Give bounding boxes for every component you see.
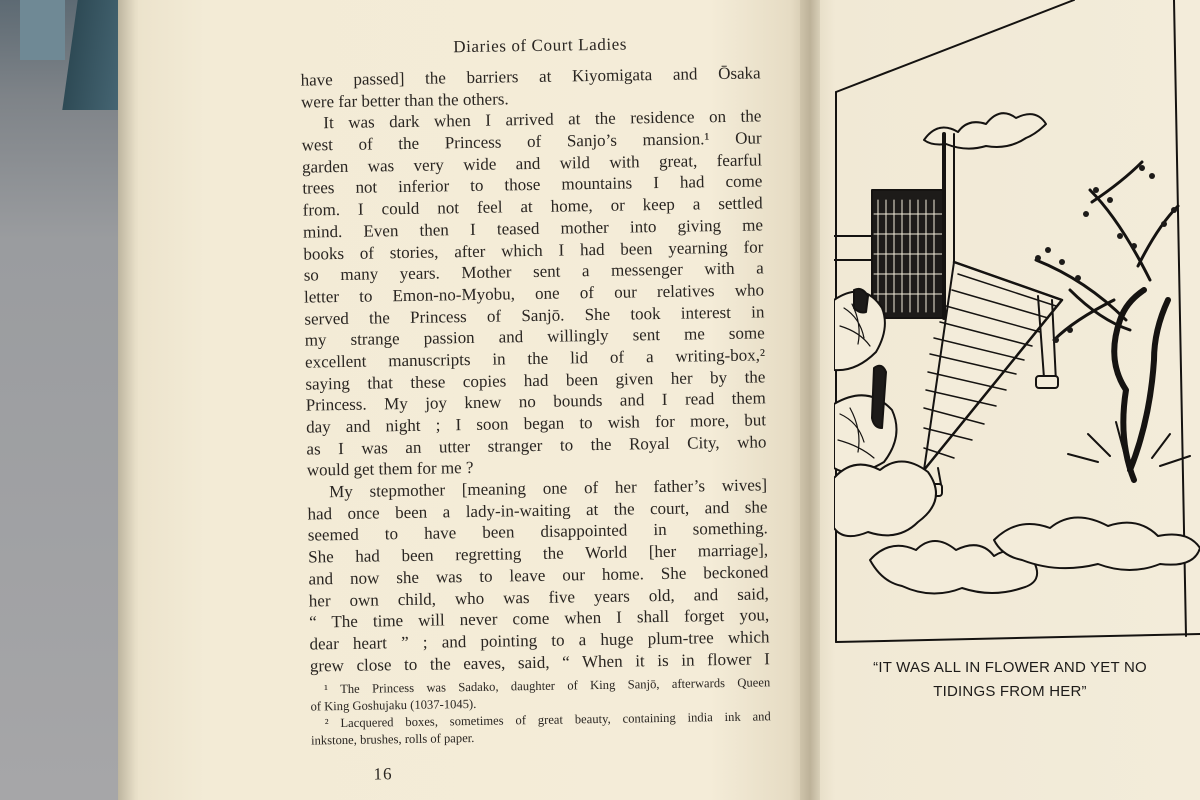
woodblock-illustration xyxy=(834,0,1200,648)
body-line: west of the Princess of Sanjo’s mansion.¹ Our xyxy=(301,128,762,155)
body-line: garden was very wide and wild with great, fearful xyxy=(301,150,763,177)
body-line: letter to Emon-no-Myobu, one of our relatives who xyxy=(303,280,765,307)
body-line: My stepmother [meaning one of her father’s wives] xyxy=(328,475,768,502)
body-line: had once been a lady-in-waiting at the court, and she xyxy=(307,497,768,524)
footnote-line: inkstone, brushes, rolls of paper. xyxy=(310,731,475,748)
body-line: excellent manuscripts in the lid of a writing-box,² xyxy=(304,345,766,372)
building-wall xyxy=(834,236,872,260)
body-line: and now she was to leave our home. She beckoned xyxy=(308,562,769,589)
footnote-line: of King Goshujaku (1037-1045). xyxy=(310,697,477,714)
body-line: my strange passion and willingly sent me some xyxy=(304,323,765,350)
body-line: seemed to have been disappointed in something. xyxy=(307,518,768,545)
body-line: served the Princess of Sanjō. She took interest in xyxy=(304,301,765,329)
body-line: “ The time will never come when I shall forget you, xyxy=(309,605,770,632)
body-line: have passed] the barriers at Kiyomigata and Ōsaka xyxy=(300,63,761,90)
footnote-line: ¹ The Princess was Sadako, daughter of King Sanjō, afterwards Queen xyxy=(324,675,771,697)
page-number: 16 xyxy=(373,764,393,784)
body-line: books of stories, after which I had been yearning for xyxy=(303,236,764,264)
body-line: day and night ; I soon began to wish for more, but xyxy=(305,410,767,437)
body-line: so many years. Mother sent a messenger with a xyxy=(303,258,764,285)
body-line: saying that these copies had been given her by the xyxy=(305,366,766,394)
left-page-text xyxy=(300,32,772,785)
frame-bottom-edge xyxy=(836,634,1200,642)
frame-top-edge xyxy=(836,0,1074,92)
plum-tree xyxy=(1035,162,1190,480)
body-line: as I was an utter stranger to the Royal City, who xyxy=(306,432,767,459)
caption-line: “IT WAS ALL IN FLOWER AND YET NO xyxy=(873,659,1147,676)
body-line: mind. Even then I teased mother into giving me xyxy=(302,215,764,242)
body-line: She had been regretting the World [her marriage], xyxy=(308,540,769,567)
book-gutter xyxy=(800,0,820,800)
body-line: her own child, who was five years old, and said, xyxy=(308,583,769,611)
book-spine xyxy=(20,0,65,60)
body-line: grew close to the eaves, said, “ When it is in flower I xyxy=(309,648,770,676)
body-line: trees not inferior to those mountains I had come xyxy=(302,171,763,199)
body-line: Princess. My joy knew no bounds and I read them xyxy=(305,388,766,415)
footnote-line: ² Lacquered boxes, sometimes of great beauty, containing india ink and xyxy=(324,709,771,731)
body-line: would get them for me ? xyxy=(306,458,474,480)
body-line: from. I could not feel at home, or keep a settled xyxy=(302,193,763,220)
running-head: Diaries of Court Ladies xyxy=(453,34,628,57)
body-line: dear heart ” ; and pointing to a huge plum-tree which xyxy=(309,627,770,654)
illustration-caption xyxy=(850,656,1170,704)
body-line: It was dark when I arrived at the residence on the xyxy=(323,106,762,133)
caption-line: TIDINGS FROM HER” xyxy=(933,683,1087,700)
body-line: were far better than the others. xyxy=(300,89,509,112)
cloud-bottom xyxy=(834,461,1200,593)
